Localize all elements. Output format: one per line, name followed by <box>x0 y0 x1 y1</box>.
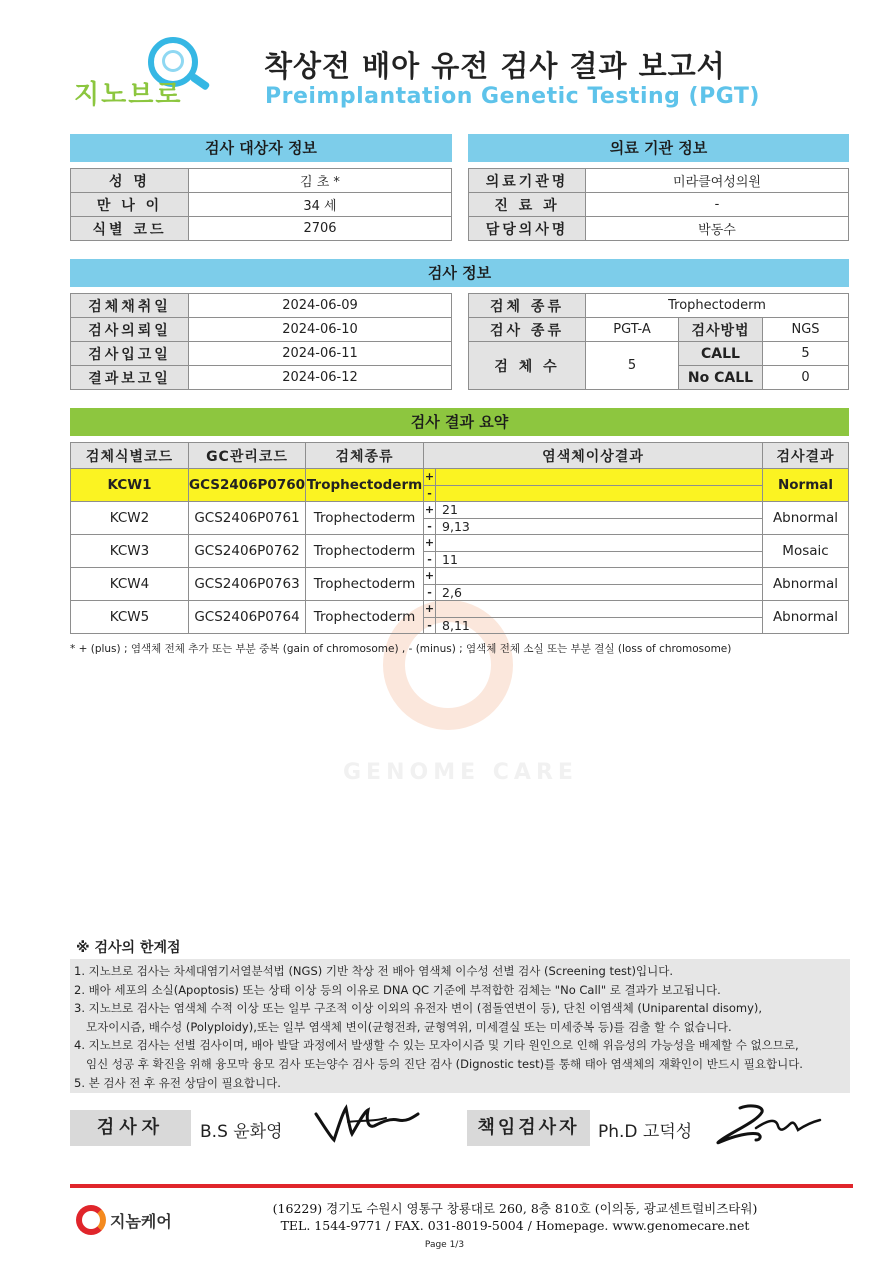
chromosome-result <box>424 601 763 634</box>
loss-chromosomes: 9,13 <box>442 518 470 534</box>
specimen-count-value: 5 <box>586 342 679 390</box>
results-table <box>70 442 849 634</box>
call-value: 5 <box>763 342 849 366</box>
col-test-result: 검사결과 <box>763 443 849 469</box>
test-specimen-table <box>468 293 849 390</box>
loss-chromosomes: 8,11 <box>442 617 470 633</box>
col-specimen-id: 검체식별코드 <box>71 443 189 469</box>
table-row <box>71 601 849 634</box>
test-type-value: PGT-A <box>586 318 679 342</box>
subject-name-value: 김 초 * <box>189 169 452 193</box>
collection-date-label: 검체채취일 <box>71 294 189 318</box>
subject-age-value: 34 세 <box>189 193 452 217</box>
chromosome-result <box>424 469 763 502</box>
logo-text: 지노브로 <box>74 80 183 110</box>
minus-sign: - <box>424 585 436 601</box>
genomecare-logo-icon <box>76 1205 106 1235</box>
page-number: Page 1/3 <box>424 1240 465 1250</box>
institution-info-table <box>468 168 849 241</box>
specimen-id: KCW2 <box>71 502 189 535</box>
col-chromosome-result: 염색체이상결과 <box>424 443 763 469</box>
gain-chromosomes <box>436 535 442 551</box>
test-result: Normal <box>763 469 849 502</box>
gc-code: GCS2406P0761 <box>189 502 306 535</box>
plus-sign: + <box>424 470 435 483</box>
call-label: CALL <box>679 342 763 366</box>
subject-age-label: 만 나 이 <box>71 193 189 217</box>
specimen-id: KCW3 <box>71 535 189 568</box>
limitation-item: 1. 지노브로 검사는 차세대염기서열분석법 (NGS) 기반 착상 전 배아 염색체 이수성 선별 검사 (Screening test)입니다. <box>74 964 673 978</box>
tester-label: 검사자 <box>70 1110 191 1146</box>
limitation-item: 4. 지노브로 검사는 선별 검사이며, 배아 발달 과정에서 발생할 수 있는 모자이시즘 및 기타 원인으로 인해 위음성의 가능성을 배제할 수 없으므로, <box>74 1038 799 1053</box>
gain-chromosomes <box>436 469 442 485</box>
gc-code: GCS2406P0763 <box>189 568 306 601</box>
results-footnote: * + (plus) ; 염색체 전체 추가 또는 부분 중복 (gain of chromosome) , - (minus) ; 염색체 전체 소실 또는 부분 결실 (loss of chromosome) <box>70 643 732 655</box>
minus-sign: - <box>424 519 436 535</box>
gain-chromosomes: 21 <box>442 502 458 517</box>
footer-divider <box>70 1184 853 1188</box>
chromosome-result <box>424 535 763 568</box>
specimen-id: KCW1 <box>71 469 189 502</box>
specimen-id: KCW5 <box>71 601 189 634</box>
test-result: Abnormal <box>763 601 849 634</box>
loss-chromosomes: 2,6 <box>442 584 462 600</box>
responsible-signature-icon <box>710 1098 825 1150</box>
table-row <box>71 502 849 535</box>
gain-chromosomes <box>436 601 442 617</box>
limitation-item: 2. 배아 세포의 소실(Apoptosis) 또는 상태 이상 등의 이유로 DNA QC 기준에 부적합한 검체는 "No Call" 로 결과가 보고됩니다. <box>74 982 721 997</box>
report-subtitle: Preimplantation Genetic Testing (PGT) <box>265 84 760 109</box>
specimen-type-label: 검체 종류 <box>469 294 586 318</box>
institution-name-label: 의료기관명 <box>469 169 586 193</box>
specimen-type: Trophectoderm <box>306 502 424 535</box>
limitation-item: 임신 성공 후 확진을 위해 융모막 융모 검사 또는양수 검사 등의 진단 검사 (Dignostic test)를 통해 태아 염색체의 재확인이 반드시 필요합니다. <box>86 1056 803 1071</box>
specimen-type: Trophectoderm <box>306 601 424 634</box>
loss-chromosomes: 11 <box>442 551 458 567</box>
plus-sign: + <box>424 569 435 582</box>
report-date-value: 2024-06-12 <box>189 366 452 390</box>
institution-name-value: 미라클여성의원 <box>586 169 849 193</box>
doctor-label: 담당의사명 <box>469 217 586 241</box>
doctor-value: 박동수 <box>586 217 849 241</box>
request-date-value: 2024-06-10 <box>189 318 452 342</box>
specimen-id: KCW4 <box>71 568 189 601</box>
plus-sign: + <box>424 536 435 549</box>
nocall-label: No CALL <box>679 366 763 390</box>
specimen-type: Trophectoderm <box>306 469 424 502</box>
limitations-title: ※ 검사의 한계점 <box>76 940 181 956</box>
table-row <box>71 535 849 568</box>
limitation-item: 모자이시즘, 배수성 (Polyploidy),또는 일부 염색체 변이(균형전좌, 균형역위, 미세결실 또는 미세중복 등)를 검출 할 수 없습니다. <box>86 1019 732 1034</box>
company-address-block <box>265 1200 765 1234</box>
test-result: Abnormal <box>763 502 849 535</box>
tester-name: B.S 윤화영 <box>200 1122 283 1142</box>
receipt-date-value: 2024-06-11 <box>189 342 452 366</box>
receipt-date-label: 검사입고일 <box>71 342 189 366</box>
subject-info-table <box>70 168 452 241</box>
gc-code: GCS2406P0764 <box>189 601 306 634</box>
department-value: - <box>586 193 849 217</box>
subject-name-label: 성 명 <box>71 169 189 193</box>
chromosome-result <box>424 568 763 601</box>
company-contact: TEL. 1544-9771 / FAX. 031-8019-5004 / Homepage. www.genomecare.net <box>280 1218 750 1233</box>
responsible-name: Ph.D 고덕성 <box>598 1122 693 1142</box>
minus-sign: - <box>424 486 436 502</box>
subject-code-value: 2706 <box>189 217 452 241</box>
table-row <box>71 469 849 502</box>
nocall-value: 0 <box>763 366 849 390</box>
collection-date-value: 2024-06-09 <box>189 294 452 318</box>
specimen-type: Trophectoderm <box>306 568 424 601</box>
gc-code: GCS2406P0760 <box>189 469 306 502</box>
logo-mark-tail <box>190 73 211 91</box>
test-result: Abnormal <box>763 568 849 601</box>
col-specimen-type: 검체종류 <box>306 443 424 469</box>
specimen-type: Trophectoderm <box>306 535 424 568</box>
col-gc-code: GC관리코드 <box>189 443 306 469</box>
gain-chromosomes <box>436 568 442 584</box>
subject-code-label: 식별 코드 <box>71 217 189 241</box>
chromosome-result <box>424 502 763 535</box>
test-method-label: 검사방법 <box>679 318 763 342</box>
test-type-label: 검사 종류 <box>469 318 586 342</box>
subject-info-header: 검사 대상자 정보 <box>70 134 452 162</box>
specimen-type-value: Trophectoderm <box>586 294 849 318</box>
logo-mark-inner <box>162 50 184 72</box>
report-date-label: 결과보고일 <box>71 366 189 390</box>
specimen-count-label: 검 체 수 <box>469 342 586 390</box>
limitation-item: 5. 본 검사 전 후 유전 상담이 필요합니다. <box>74 1075 281 1090</box>
loss-chromosomes <box>436 486 442 502</box>
limitations-box <box>70 959 850 1093</box>
report-title: 착상전 배아 유전 검사 결과 보고서 <box>264 49 726 83</box>
company-name: 지놈케어 <box>110 1212 172 1231</box>
gc-code: GCS2406P0762 <box>189 535 306 568</box>
limitation-item: 3. 지노브로 검사는 염색체 수적 이상 또는 일부 구조적 이상 이외의 유전자 변이 (점돌연변이 등), 단친 이염색체 (Uniparental disomy), <box>74 1001 763 1016</box>
company-address: (16229) 경기도 수원시 영통구 창룡대로 260, 8층 810호 (이의동, 광교센트럴비즈타워) <box>272 1201 758 1216</box>
department-label: 진 료 과 <box>469 193 586 217</box>
watermark-text: GENOME CARE <box>343 760 578 785</box>
institution-info-header: 의료 기관 정보 <box>468 134 849 162</box>
plus-sign: + <box>424 503 435 516</box>
test-method-value: NGS <box>763 318 849 342</box>
test-info-header: 검사 정보 <box>70 259 849 287</box>
responsible-label: 책임검사자 <box>467 1110 590 1146</box>
minus-sign: - <box>424 618 436 634</box>
request-date-label: 검사의뢰일 <box>71 318 189 342</box>
plus-sign: + <box>424 602 435 615</box>
table-row <box>71 568 849 601</box>
test-dates-table <box>70 293 452 390</box>
tester-signature-icon <box>312 1100 422 1148</box>
test-result: Mosaic <box>763 535 849 568</box>
minus-sign: - <box>424 552 436 568</box>
brand-logo <box>72 34 222 112</box>
results-header: 검사 결과 요약 <box>70 408 849 436</box>
